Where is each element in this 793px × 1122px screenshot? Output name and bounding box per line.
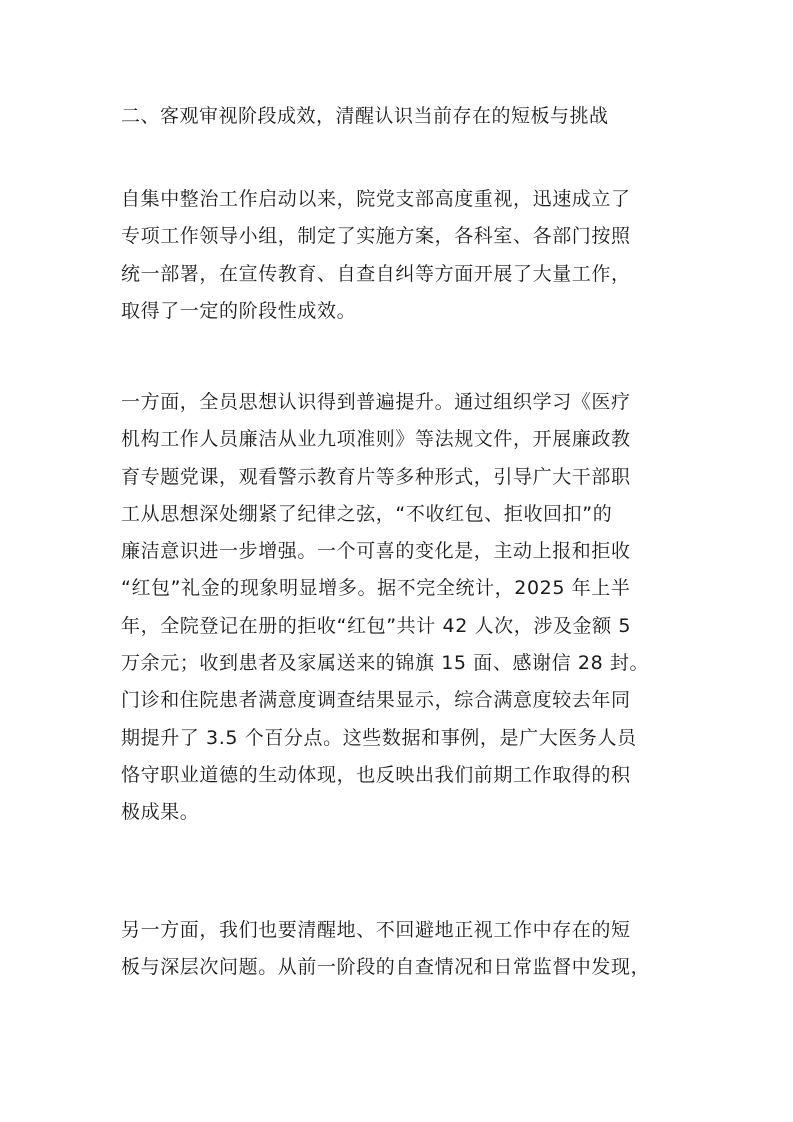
paragraph-line: “红包”礼金的现象明显增多。据不完全统计，2025 年上半 <box>121 577 631 600</box>
paragraph-line: 专项工作领导小组，制定了实施方案，各科室、各部门按照 <box>121 225 631 248</box>
paragraph-line: 期提升了 3.5 个百分点。这些数据和事例，是广大医务人员 <box>121 726 637 749</box>
paragraph-line: 极成果。 <box>121 801 200 824</box>
section-heading: 二、客观审视阶段成效，清醒认识当前存在的短板与挑战 <box>121 105 609 127</box>
paragraph-line: 工从思想深处绷紧了纪律之弦，“不收红包、拒收回扣”的 <box>121 502 613 525</box>
paragraph-line: 一方面，全员思想认识得到普遍提升。通过组织学习《医疗 <box>121 391 631 413</box>
paragraph-overview <box>121 181 681 330</box>
paragraph-line: 廉洁意识进一步增强。一个可喜的变化是，主动上报和拒收 <box>121 540 631 563</box>
paragraph-achievements <box>121 384 681 832</box>
paragraph-line: 年，全院登记在册的拒收“红包”共计 42 人次，涉及金额 5 <box>121 614 632 637</box>
paragraph-line: 取得了一定的阶段性成效。 <box>121 299 357 322</box>
paragraph-line: 机构工作人员廉洁从业九项准则》等法规文件，开展廉政教 <box>121 428 631 451</box>
paragraph-line: 另一方面，我们也要清醒地、不回避地正视工作中存在的短 <box>121 919 631 941</box>
paragraph-line: 自集中整治工作启动以来，院党支部高度重视，迅速成立了 <box>121 188 631 210</box>
paragraph-line: 万余元；收到患者及家属送来的锦旗 15 面、感谢信 28 封。 <box>121 652 650 675</box>
paragraph-problems <box>121 912 681 987</box>
paragraph-line: 恪守职业道德的生动体现，也反映出我们前期工作取得的积 <box>121 763 631 786</box>
paragraph-line: 板与深层次问题。从前一阶段的自查情况和日常监督中发现， <box>121 956 651 979</box>
paragraph-line: 门诊和住院患者满意度调查结果显示，综合满意度较去年同 <box>121 689 631 712</box>
paragraph-line: 统一部署，在宣传教育、自查自纠等方面开展了大量工作， <box>121 262 631 285</box>
paragraph-line: 育专题党课，观看警示教育片等多种形式，引导广大干部职 <box>121 465 631 488</box>
